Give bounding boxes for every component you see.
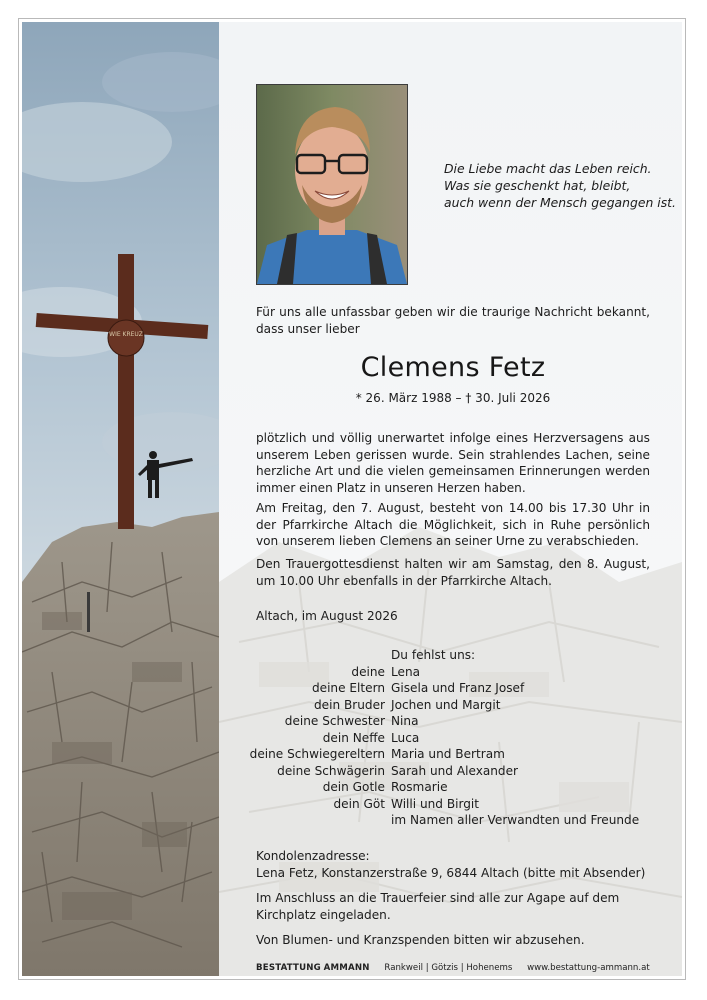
service-paragraph: Den Trauergottesdienst halten wir am Samstag, den 8. August, um 10.00 Uhr ebenfalls in der Pfarrkirche Altach. (256, 557, 650, 588)
family-relation: dein Bruder (313, 697, 385, 712)
family-relation: deine Schwägerin (277, 763, 385, 778)
family-relation: deine Schwester (284, 714, 385, 728)
family-relation: dein Neffe (322, 730, 385, 745)
announcement-paragraph: plötzlich und völlig unerwartet infolge eines Herzversagens aus unserem Leben gerissen wurde. Sein strahlendes Lachen, seine herzliche Art und die vielen gemeinsamen Erinnerungen werden immer einen Platz in unseren Herzen haben. (256, 431, 650, 495)
agape-note: Im Anschluss an die Trauerfeier sind alle zur Agape auf dem Kirchplatz eingeladen. (256, 891, 620, 922)
family-relation (230, 812, 391, 829)
cross-sign-text: WIE KREUZ (109, 331, 143, 338)
family-names: Jochen und Margit (391, 697, 501, 712)
family-row (230, 796, 670, 813)
family-row (230, 697, 670, 714)
flowers-note: Von Blumen- und Kranzspenden bitten wir abzusehen. (256, 933, 585, 947)
motto-line-2: Was sie geschenkt hat, bleibt, (444, 178, 631, 193)
family-names: Lena (391, 664, 421, 679)
family-list (230, 647, 670, 829)
condolence-label: Kondolenzadresse: (256, 849, 370, 863)
family-names: Sarah und Alexander (391, 763, 519, 778)
family-names: Gisela und Franz Josef (391, 681, 525, 695)
family-names: im Namen aller Verwandten und Freunde (391, 813, 640, 827)
family-names: Maria und Bertram (391, 747, 505, 761)
family-row (230, 763, 670, 780)
family-row (230, 812, 670, 829)
portrait-photo (256, 84, 408, 285)
footer-website[interactable]: www.bestattung-ammann.at (527, 963, 650, 973)
family-relation: dein Göt (333, 796, 385, 811)
family-row (230, 680, 670, 697)
family-row (230, 713, 670, 730)
family-relation: deine Schwiegereltern (249, 747, 385, 761)
place-date: Altach, im August 2026 (256, 609, 398, 623)
family-names: Luca (391, 730, 420, 745)
family-relation: deine Eltern (311, 681, 385, 695)
condolence-address-line: Lena Fetz, Konstanzerstraße 9, 6844 Altach (bitte mit Absender) (256, 865, 646, 880)
family-names: Willi und Birgit (391, 796, 480, 811)
family-heading: Du fehlst uns: (391, 648, 476, 662)
life-dates: * 26. März 1988 – † 30. Juli 2026 (355, 391, 551, 405)
funeral-home-footer (256, 963, 650, 973)
motto-line-3: auch wenn der Mensch gegangen ist. (444, 195, 676, 210)
motto-verse (444, 160, 674, 211)
family-row (230, 746, 670, 763)
footer-brand-b: AMMANN (323, 963, 370, 973)
family-relation: dein Gotle (322, 780, 385, 794)
family-heading-row (230, 647, 670, 664)
condolence-address (256, 848, 676, 881)
family-row (230, 779, 670, 796)
family-row (230, 664, 670, 681)
footer-brand-a: BESTATTUNG (256, 963, 321, 973)
family-names: Rosmarie (391, 780, 448, 794)
footer-locations: Rankweil | Götzis | Hohenems (384, 963, 513, 973)
deceased-name: Clemens Fetz (360, 352, 546, 383)
family-row (230, 730, 670, 747)
intro-text: Für uns alle unfassbar geben wir die traurige Nachricht bekannt, dass unser lieber (256, 305, 650, 336)
family-relation: deine (351, 664, 385, 679)
motto-line-1: Die Liebe macht das Leben reich. (444, 161, 652, 176)
family-names: Nina (391, 714, 419, 728)
summit-photo (22, 22, 219, 976)
viewing-paragraph: Am Freitag, den 7. August, besteht von 14.00 bis 17.30 Uhr in der Pfarrkirche Altach die Möglichkeit, sich in Ruhe persönlich von unserem lieben Clemens an seiner Urne zu verabschieden. (256, 501, 650, 549)
